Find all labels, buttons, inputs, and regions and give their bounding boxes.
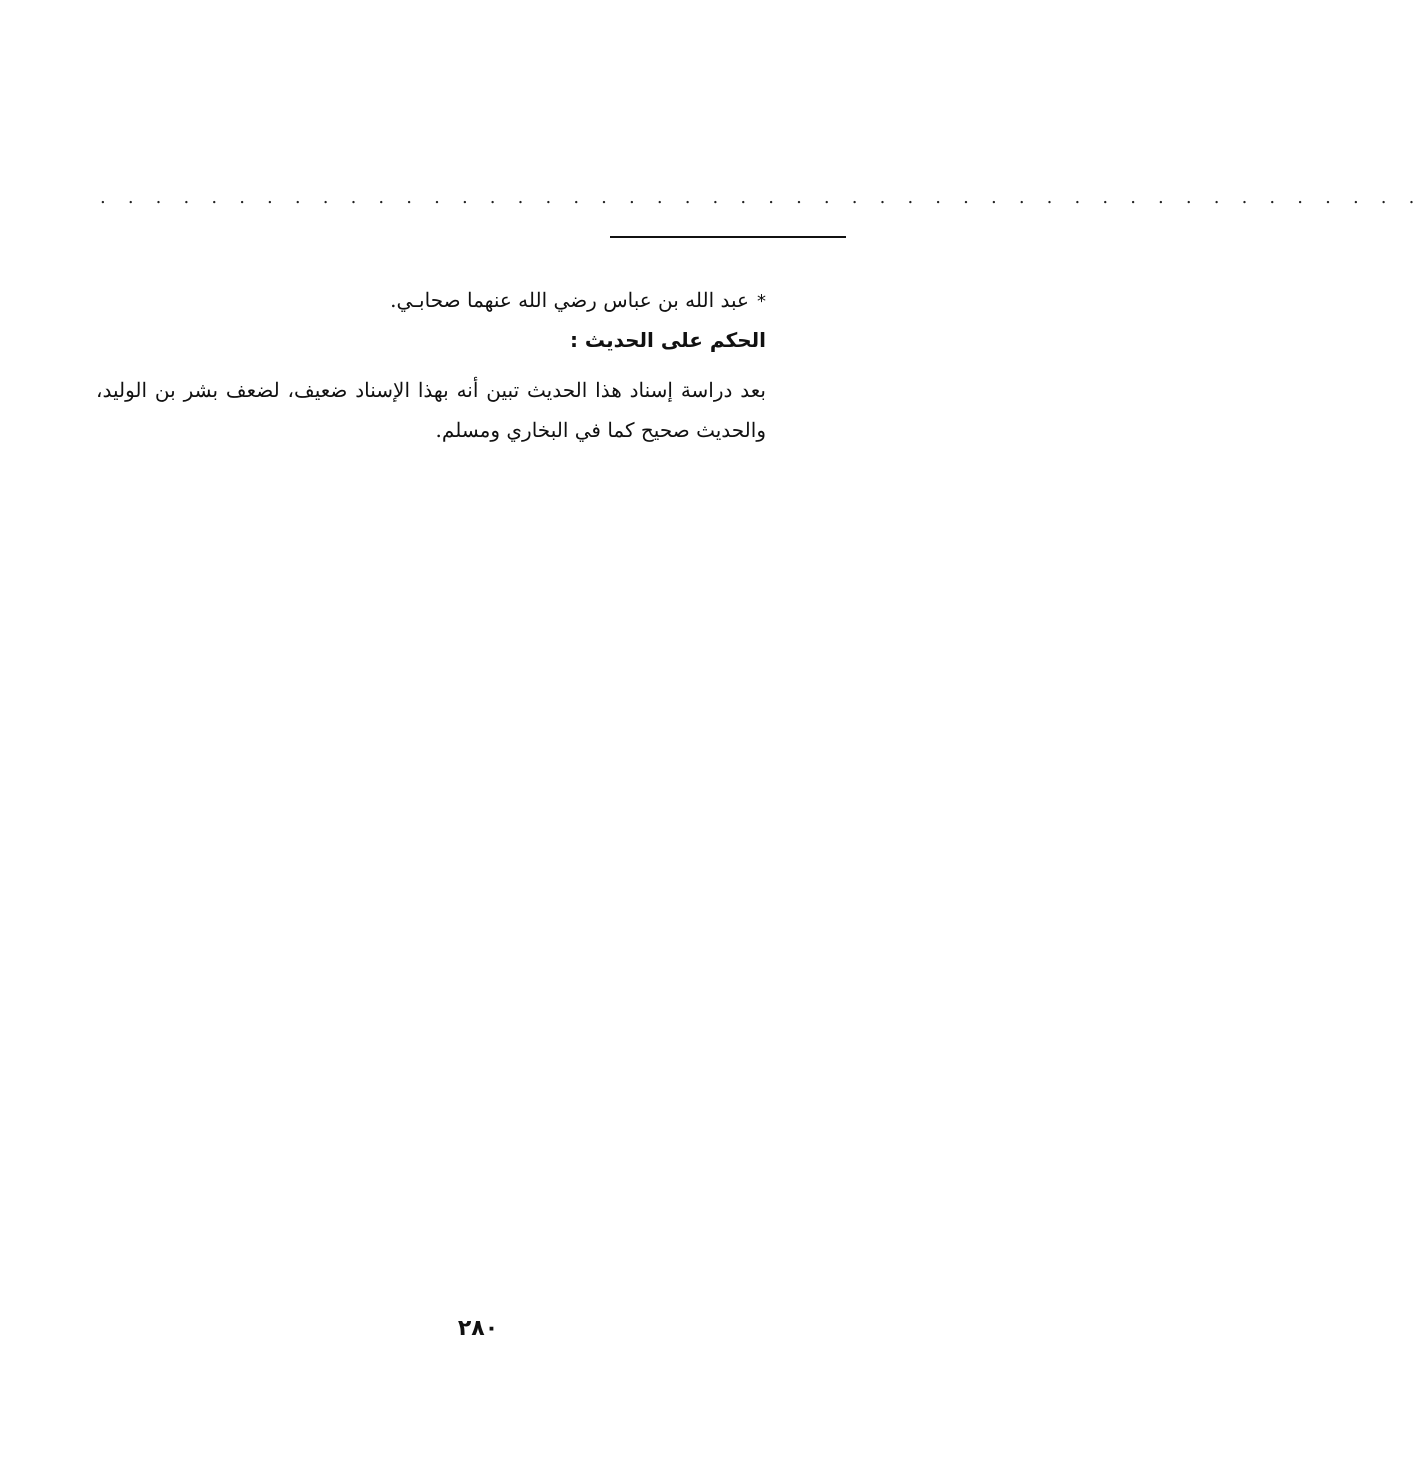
- asterisk-marker: *: [757, 291, 766, 312]
- dotted-separator: . . . . . . . . . . . . . . . . . . . . . . . . . . . . . . . . . . . . . . . . . . . . . . . .: [100, 187, 1423, 208]
- narrator-entry-text: عبد الله بن عباس رضي الله عنهما صحابـي.: [390, 288, 749, 312]
- page-number: ٢٨٠: [457, 1316, 499, 1341]
- section-heading: الحكم على الحديث :: [569, 328, 766, 352]
- ruling-paragraph: بعد دراسة إسناد هذا الحديث تبين أنه بهذا الإسناد ضعيف، لضعف بشر بن الوليد، والحديث صحيح كما في البخاري ومسلم.: [96, 378, 767, 442]
- footnote-rule: [610, 236, 846, 238]
- narrator-entry: [96, 286, 766, 316]
